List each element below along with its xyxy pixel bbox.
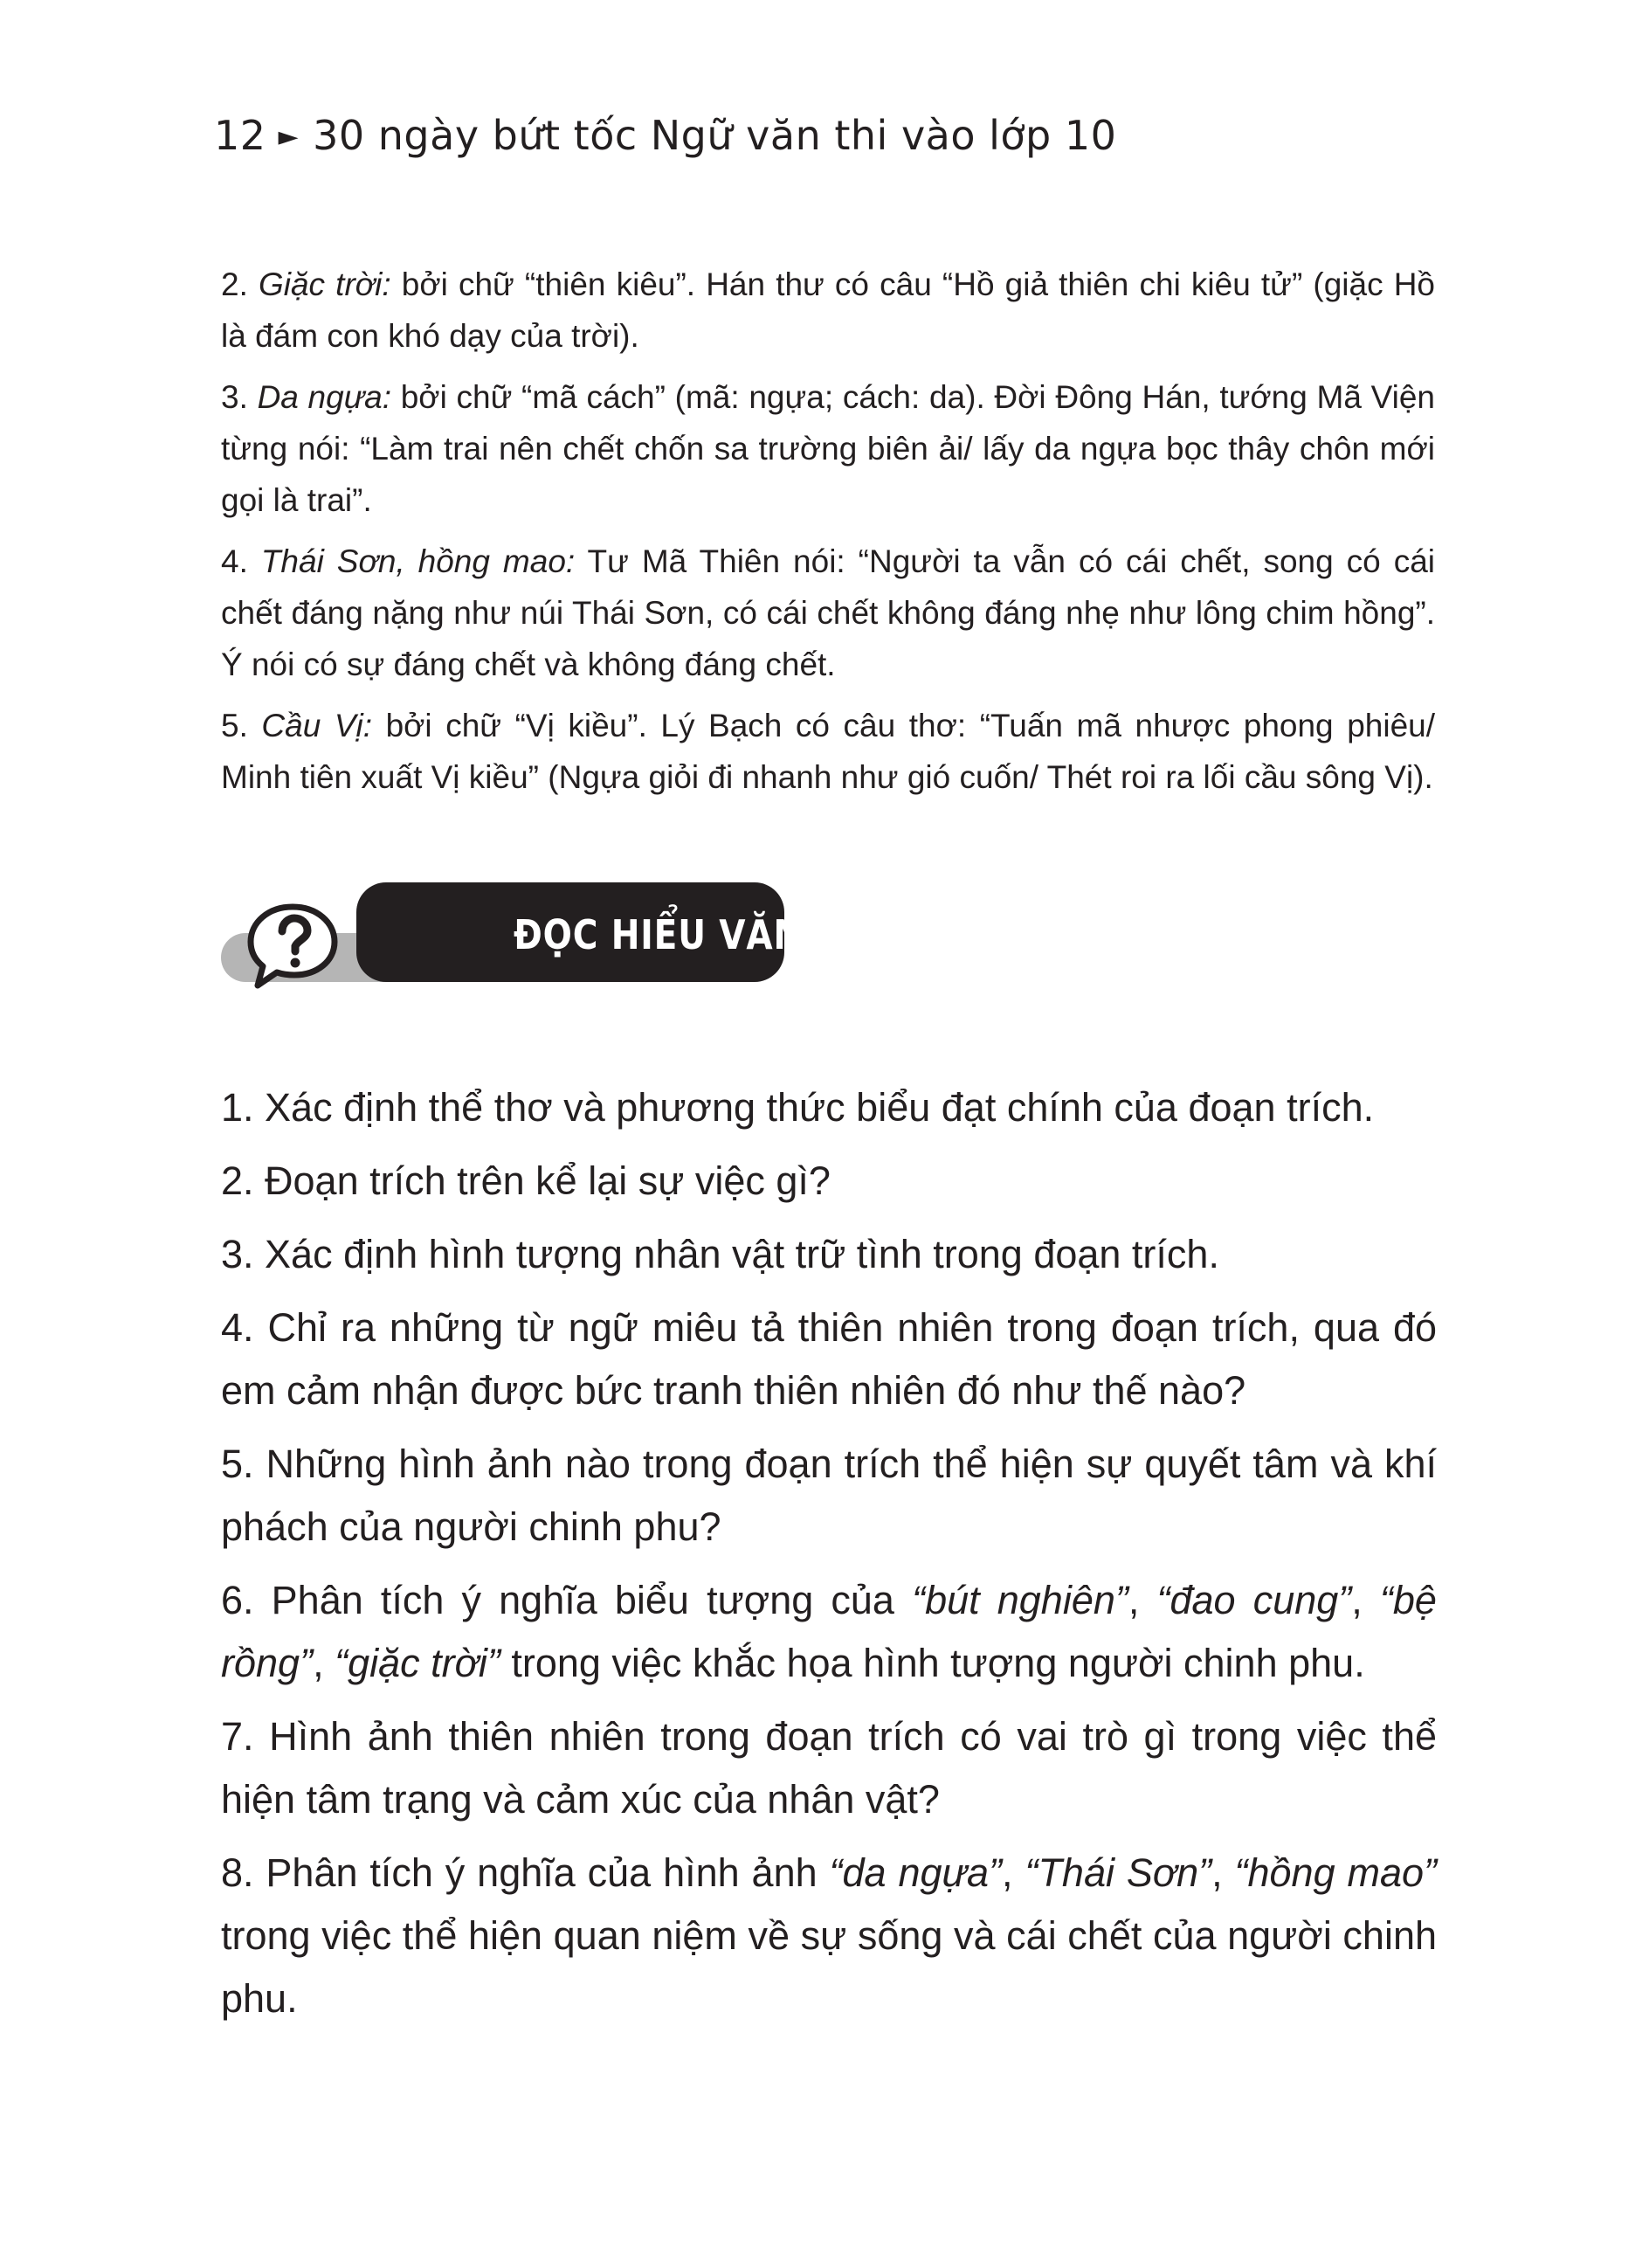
comprehension-questions xyxy=(221,1076,1437,2041)
question-7: 7. Hình ảnh thiên nhiên trong đoạn trích có vai trò gì trong việc thể hiện tâm trạng và cảm xúc của nhân vật? xyxy=(221,1714,1437,1822)
question-2: 2. Đoạn trích trên kể lại sự việc gì? xyxy=(221,1158,831,1203)
question-1: 1. Xác định thể thơ và phương thức biểu đạt chính của đoạn trích. xyxy=(221,1085,1375,1130)
footnote-5: 5. Cầu Vị: bởi chữ “Vị kiều”. Lý Bạch có câu thơ: “Tuấn mã nhược phong phiêu/ Minh tiên xuất Vị kiều” (Ngựa giỏi đi nhanh như gió cuốn/ Thét roi ra lối cầu sông Vị). xyxy=(221,708,1436,795)
question-3: 3. Xác định hình tượng nhân vật trữ tình trong đoạn trích. xyxy=(221,1232,1219,1276)
question-4: 4. Chỉ ra những từ ngữ miêu tả thiên nhiên trong đoạn trích, qua đó em cảm nhận được bức tranh thiên nhiên đó như thế nào? xyxy=(221,1305,1437,1413)
question-5: 5. Những hình ảnh nào trong đoạn trích thể hiện sự quyết tâm và khí phách của người chinh phu? xyxy=(221,1442,1437,1549)
footnote-term: Cầu Vị: xyxy=(261,708,373,743)
question-speech-bubble-icon xyxy=(244,902,342,991)
footnotes xyxy=(221,259,1435,812)
page-number: 12 xyxy=(214,112,266,159)
footnote-3: 3. Da ngựa: bởi chữ “mã cách” (mã: ngựa; cách: da). Đời Đông Hán, tướng Mã Viện từng nói: “Làm trai nên chết chốn sa trường biên ải/ lấy da ngựa bọc thây chôn mới gọi là trai”. xyxy=(221,379,1435,518)
running-header xyxy=(214,112,1116,159)
footnote-term: Thái Sơn, hồng mao: xyxy=(260,543,576,579)
footnote-2: 2. Giặc trời: bởi chữ “thiên kiêu”. Hán thư có câu “Hồ giả thiên chi kiêu tử” (giặc Hồ là đám con khó dạy của trời). xyxy=(221,266,1436,354)
section-title: ĐỌC HIỂU VĂN BẢN: xyxy=(514,911,914,958)
question-6: 6. Phân tích ý nghĩa biểu tượng của “bút nghiên”, “đao cung”, “bệ rồng”, “giặc trời” trong việc khắc họa hình tượng người chinh phu. xyxy=(221,1578,1437,1685)
section-heading-badge xyxy=(221,882,914,989)
footnote-term: Da ngựa: xyxy=(257,379,392,415)
footnote-term: Giặc trời: xyxy=(258,266,391,302)
arrow-icon: ► xyxy=(278,121,300,152)
book-title: 30 ngày bứt tốc Ngữ văn thi vào lớp 10 xyxy=(313,112,1117,159)
footnote-4: 4. Thái Sơn, hồng mao: Tư Mã Thiên nói: “Người ta vẫn có cái chết, song có cái chết đáng nặng như núi Thái Sơn, có cái chết không đáng nhẹ như lông chim hồng”. Ý nói có sự đáng chết và không đáng chết. xyxy=(221,543,1435,682)
question-8: 8. Phân tích ý nghĩa của hình ảnh “da ngựa”, “Thái Sơn”, “hồng mao” trong việc thể hiện quan niệm về sự sống và cái chết của người chinh phu. xyxy=(221,1850,1437,2021)
badge-black-pill xyxy=(356,882,914,982)
